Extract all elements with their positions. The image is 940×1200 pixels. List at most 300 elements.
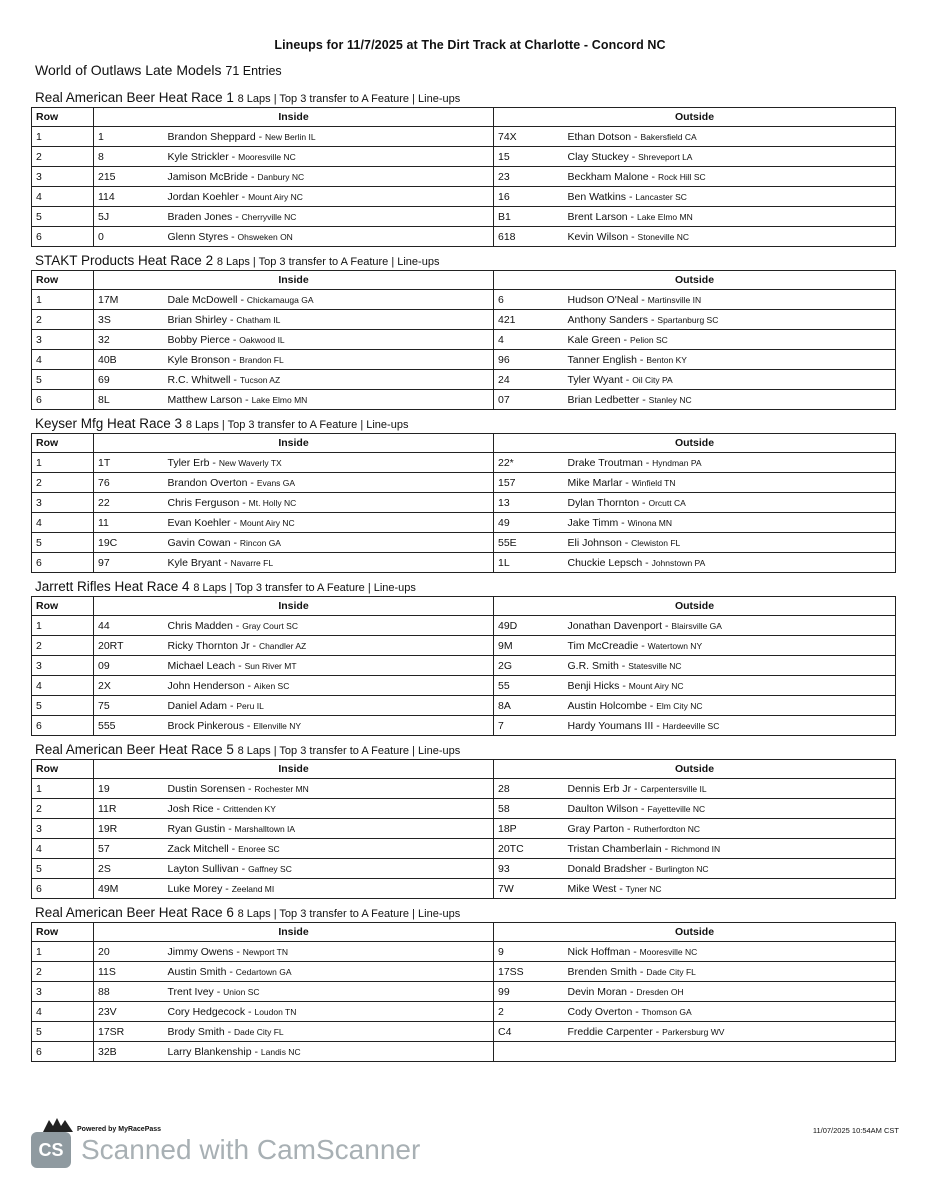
- out-driver-cell: G.R. Smith - Statesville NC: [564, 656, 896, 676]
- driver-name: Jonathan Davenport: [567, 619, 663, 632]
- table-row: [32, 167, 896, 187]
- driver-name: Chuckie Lepsch: [567, 556, 643, 569]
- row-number: 2: [32, 799, 94, 819]
- driver-name: Benji Hicks: [567, 679, 620, 692]
- outside-car-number: 20TC: [494, 839, 564, 859]
- driver-hometown: Orcutt CA: [648, 497, 686, 508]
- driver-hometown: Danbury NC: [257, 171, 305, 182]
- in-driver-cell: Michael Leach - Sun River MT: [164, 656, 494, 676]
- driver-hometown: Cherryville NC: [241, 211, 297, 222]
- outside-car-number: 7: [494, 716, 564, 736]
- in-driver-cell: Brock Pinkerous - Ellenville NY: [164, 716, 494, 736]
- row-number: 1: [32, 453, 94, 473]
- row-number: 3: [32, 656, 94, 676]
- outside-car-number: 49D: [494, 616, 564, 636]
- driver-name: Jake Timm: [567, 516, 619, 529]
- in-driver-cell: Trent Ivey - Union SC: [164, 982, 494, 1002]
- table-row: [32, 227, 896, 247]
- driver-hometown: Loudon TN: [254, 1006, 297, 1017]
- out-driver-cell: Gray Parton - Rutherfordton NC: [564, 819, 896, 839]
- in-driver-cell: Luke Morey - Zeeland MI: [164, 879, 494, 899]
- inside-column-header: Inside: [94, 271, 494, 290]
- heat-name: Keyser Mfg Heat Race 3: [35, 416, 183, 431]
- inside-car-number: 8: [94, 147, 164, 167]
- out-driver-cell: Brent Larson - Lake Elmo MN: [564, 207, 896, 227]
- driver-name: Hudson O'Neal: [567, 293, 639, 306]
- driver-name: Kale Green: [567, 333, 621, 346]
- row-number: 3: [32, 167, 94, 187]
- driver-hometown: Mount Airy NC: [628, 680, 684, 691]
- row-number: 5: [32, 533, 94, 553]
- driver-hometown: Hardeeville SC: [662, 720, 720, 731]
- row-number: 2: [32, 310, 94, 330]
- inside-car-number: 49M: [94, 879, 164, 899]
- outside-car-number: 24: [494, 370, 564, 390]
- row-number: 4: [32, 1002, 94, 1022]
- driver-hometown: Cedartown GA: [235, 966, 292, 977]
- driver-hometown: Lancaster SC: [635, 191, 687, 202]
- outside-car-number: 28: [494, 779, 564, 799]
- driver-hometown: Carpentersville IL: [640, 783, 707, 794]
- out-driver-cell: Brenden Smith - Dade City FL: [564, 962, 896, 982]
- lineup-sheet: [31, 0, 909, 1165]
- out-driver-cell: Mike Marlar - Winfield TN: [564, 473, 896, 493]
- out-driver-cell: Brian Ledbetter - Stanley NC: [564, 390, 896, 410]
- out-driver-cell: [564, 1042, 896, 1062]
- driver-name: Cory Hedgecock: [167, 1005, 246, 1018]
- outside-column-header: Outside: [494, 271, 896, 290]
- inside-car-number: 3S: [94, 310, 164, 330]
- inside-column-header: Inside: [94, 923, 494, 942]
- driver-name: Anthony Sanders: [567, 313, 649, 326]
- driver-name: Jimmy Owens: [167, 945, 234, 958]
- outside-car-number: 23: [494, 167, 564, 187]
- in-driver-cell: Ryan Gustin - Marshalltown IA: [164, 819, 494, 839]
- driver-hometown: Chandler AZ: [258, 640, 307, 651]
- in-driver-cell: Jimmy Owens - Newport TN: [164, 942, 494, 962]
- driver-name: Gray Parton: [567, 822, 625, 835]
- driver-name: Evan Koehler: [167, 516, 231, 529]
- heat-section: [31, 905, 909, 1062]
- row-number: 1: [32, 616, 94, 636]
- outside-car-number: 8A: [494, 696, 564, 716]
- heat-section: [31, 253, 909, 410]
- driver-hometown: Winona MN: [627, 517, 673, 528]
- driver-hometown: Stanley NC: [648, 394, 692, 405]
- driver-hometown: Oil City PA: [632, 374, 673, 385]
- driver-hometown: Bakersfield CA: [640, 131, 697, 142]
- driver-hometown: Tucson AZ: [239, 374, 281, 385]
- driver-name: Matthew Larson: [167, 393, 243, 406]
- camscanner-logo-icon: CS: [31, 1132, 71, 1168]
- driver-hometown: Burlington NC: [655, 863, 709, 874]
- row-number: 6: [32, 227, 94, 247]
- table-row: [32, 553, 896, 573]
- in-driver-cell: John Henderson - Aiken SC: [164, 676, 494, 696]
- out-driver-cell: Tanner English - Benton KY: [564, 350, 896, 370]
- heat-section: [31, 579, 909, 736]
- driver-hometown: Mount Airy NC: [248, 191, 303, 202]
- driver-name: Zack Mitchell: [167, 842, 229, 855]
- table-header-row: [32, 271, 896, 290]
- in-driver-cell: Austin Smith - Cedartown GA: [164, 962, 494, 982]
- heat-meta: 8 Laps | Top 3 transfer to A Feature | Line-ups: [216, 256, 440, 268]
- table-row: [32, 696, 896, 716]
- table-row: [32, 290, 896, 310]
- in-driver-cell: Tyler Erb - New Waverly TX: [164, 453, 494, 473]
- footer: [31, 1112, 909, 1172]
- row-column-header: Row: [32, 271, 94, 290]
- lineup-table: [31, 107, 896, 247]
- row-column-header: Row: [32, 760, 94, 779]
- row-number: 3: [32, 819, 94, 839]
- row-number: 5: [32, 1022, 94, 1042]
- inside-car-number: 40B: [94, 350, 164, 370]
- driver-name: Mike Marlar: [567, 476, 623, 489]
- out-driver-cell: Kevin Wilson - Stoneville NC: [564, 227, 896, 247]
- outside-car-number: 2: [494, 1002, 564, 1022]
- driver-hometown: Blairsville GA: [671, 620, 722, 631]
- driver-hometown: Watertown NY: [647, 640, 703, 651]
- out-driver-cell: Benji Hicks - Mount Airy NC: [564, 676, 896, 696]
- driver-name: Trent Ivey: [167, 985, 214, 998]
- out-driver-cell: Clay Stuckey - Shreveport LA: [564, 147, 896, 167]
- heat-section: [31, 742, 909, 899]
- driver-name: Brandon Overton: [167, 476, 248, 489]
- lineup-table: [31, 270, 896, 410]
- driver-name: G.R. Smith: [567, 659, 619, 672]
- out-driver-cell: Ethan Dotson - Bakersfield CA: [564, 127, 896, 147]
- table-row: [32, 513, 896, 533]
- in-driver-cell: Chris Ferguson - Mt. Holly NC: [164, 493, 494, 513]
- row-number: 5: [32, 207, 94, 227]
- row-number: 5: [32, 696, 94, 716]
- driver-hometown: Stoneville NC: [637, 231, 690, 242]
- driver-hometown: Elm City NC: [656, 700, 703, 711]
- heat-title: [35, 253, 909, 268]
- driver-name: Michael Leach: [167, 659, 236, 672]
- inside-car-number: 69: [94, 370, 164, 390]
- driver-name: Dylan Thornton: [567, 496, 640, 509]
- inside-car-number: 23V: [94, 1002, 164, 1022]
- driver-name: Ethan Dotson: [567, 130, 632, 143]
- outside-car-number: 1L: [494, 553, 564, 573]
- table-row: [32, 656, 896, 676]
- driver-hometown: Rock Hill SC: [657, 171, 706, 182]
- driver-hometown: Mount Airy NC: [239, 517, 295, 528]
- heat-name: Real American Beer Heat Race 6: [35, 905, 234, 920]
- inside-column-header: Inside: [94, 760, 494, 779]
- driver-name: Clay Stuckey: [567, 150, 629, 163]
- table-row: [32, 942, 896, 962]
- driver-name: Kyle Strickler: [167, 150, 229, 163]
- driver-hometown: Ellenville NY: [253, 720, 302, 731]
- in-driver-cell: Daniel Adam - Peru IL: [164, 696, 494, 716]
- out-driver-cell: Anthony Sanders - Spartanburg SC: [564, 310, 896, 330]
- driver-name: Kyle Bryant: [167, 556, 222, 569]
- outside-column-header: Outside: [494, 434, 896, 453]
- driver-name: Daulton Wilson: [567, 802, 639, 815]
- driver-hometown: New Waverly TX: [218, 457, 282, 468]
- table-row: [32, 350, 896, 370]
- driver-hometown: Dresden OH: [636, 986, 684, 997]
- driver-hometown: Fayetteville NC: [647, 803, 706, 814]
- heat-name: Real American Beer Heat Race 5: [35, 742, 234, 757]
- driver-name: Chris Ferguson: [167, 496, 240, 509]
- in-driver-cell: Bobby Pierce - Oakwood IL: [164, 330, 494, 350]
- driver-name: Cody Overton: [567, 1005, 633, 1018]
- outside-car-number: 6: [494, 290, 564, 310]
- driver-name: Gavin Cowan: [167, 536, 231, 549]
- table-row: [32, 1002, 896, 1022]
- outside-car-number: 07: [494, 390, 564, 410]
- out-driver-cell: Austin Holcombe - Elm City NC: [564, 696, 896, 716]
- row-column-header: Row: [32, 597, 94, 616]
- driver-hometown: Chickamauga GA: [246, 294, 314, 305]
- outside-car-number: 58: [494, 799, 564, 819]
- lineup-table: [31, 596, 896, 736]
- driver-hometown: Shreveport LA: [638, 151, 693, 162]
- outside-car-number: 618: [494, 227, 564, 247]
- outside-car-number: 7W: [494, 879, 564, 899]
- row-number: 6: [32, 1042, 94, 1062]
- row-number: 1: [32, 127, 94, 147]
- table-row: [32, 390, 896, 410]
- out-driver-cell: Mike West - Tyner NC: [564, 879, 896, 899]
- outside-car-number: 2G: [494, 656, 564, 676]
- document-title: Lineups for 11/7/2025 at The Dirt Track at Charlotte - Concord NC: [274, 38, 666, 52]
- out-driver-cell: Ben Watkins - Lancaster SC: [564, 187, 896, 207]
- heat-meta: 8 Laps | Top 3 transfer to A Feature | Line-ups: [237, 745, 461, 757]
- heat-title: [35, 579, 909, 594]
- table-row: [32, 207, 896, 227]
- driver-hometown: Gray Court SC: [242, 620, 298, 631]
- outside-car-number: 15: [494, 147, 564, 167]
- inside-car-number: 32: [94, 330, 164, 350]
- driver-hometown: Oakwood IL: [239, 334, 285, 345]
- outside-car-number: [494, 1042, 564, 1062]
- driver-name: Daniel Adam: [167, 699, 228, 712]
- inside-car-number: 44: [94, 616, 164, 636]
- heat-section: [31, 90, 909, 247]
- out-driver-cell: Freddie Carpenter - Parkersburg WV: [564, 1022, 896, 1042]
- inside-car-number: 76: [94, 473, 164, 493]
- row-number: 5: [32, 370, 94, 390]
- driver-name: Beckham Malone: [567, 170, 649, 183]
- row-number: 1: [32, 779, 94, 799]
- row-number: 4: [32, 350, 94, 370]
- out-driver-cell: Chuckie Lepsch - Johnstown PA: [564, 553, 896, 573]
- out-driver-cell: Beckham Malone - Rock Hill SC: [564, 167, 896, 187]
- driver-hometown: Zeeland MI: [231, 883, 275, 894]
- table-row: [32, 799, 896, 819]
- table-row: [32, 1042, 896, 1062]
- heat-name: Real American Beer Heat Race 1: [35, 90, 234, 105]
- inside-car-number: 555: [94, 716, 164, 736]
- driver-name: Tyler Wyant: [567, 373, 623, 386]
- out-driver-cell: Cody Overton - Thomson GA: [564, 1002, 896, 1022]
- in-driver-cell: Josh Rice - Crittenden KY: [164, 799, 494, 819]
- table-header-row: [32, 597, 896, 616]
- powered-by: Powered by MyRacePass: [77, 1126, 162, 1133]
- inside-car-number: 19R: [94, 819, 164, 839]
- driver-name: Kyle Bronson: [167, 353, 230, 366]
- inside-column-header: Inside: [94, 597, 494, 616]
- driver-hometown: Mooresville NC: [639, 946, 698, 957]
- table-row: [32, 859, 896, 879]
- in-driver-cell: Dustin Sorensen - Rochester MN: [164, 779, 494, 799]
- driver-hometown: Spartanburg SC: [657, 314, 719, 325]
- inside-car-number: 75: [94, 696, 164, 716]
- out-driver-cell: Hudson O'Neal - Martinsville IN: [564, 290, 896, 310]
- out-driver-cell: Kale Green - Pelion SC: [564, 330, 896, 350]
- in-driver-cell: Braden Jones - Cherryville NC: [164, 207, 494, 227]
- row-number: 2: [32, 636, 94, 656]
- driver-name: Nick Hoffman: [567, 945, 631, 958]
- driver-name: Jamison McBride: [167, 170, 249, 183]
- table-row: [32, 616, 896, 636]
- driver-name: Drake Troutman: [567, 456, 643, 469]
- driver-hometown: Parkersburg WV: [662, 1026, 725, 1037]
- out-driver-cell: Daulton Wilson - Fayetteville NC: [564, 799, 896, 819]
- row-number: 6: [32, 553, 94, 573]
- outside-car-number: 74X: [494, 127, 564, 147]
- in-driver-cell: Brandon Sheppard - New Berlin IL: [164, 127, 494, 147]
- driver-name: Brian Shirley: [167, 313, 228, 326]
- driver-hometown: Dade City FL: [646, 966, 696, 977]
- heat-meta: 8 Laps | Top 3 transfer to A Feature | Line-ups: [237, 93, 461, 105]
- driver-hometown: Peru IL: [236, 700, 264, 711]
- entries-count: 71 Entries: [225, 64, 282, 78]
- outside-car-number: 16: [494, 187, 564, 207]
- outside-car-number: 99: [494, 982, 564, 1002]
- driver-hometown: Crittenden KY: [222, 803, 276, 814]
- driver-name: Eli Johnson: [567, 536, 622, 549]
- table-row: [32, 982, 896, 1002]
- row-column-header: Row: [32, 923, 94, 942]
- driver-name: Donald Bradsher: [567, 862, 647, 875]
- print-timestamp: 11/07/2025 10:54AM CST: [812, 1126, 899, 1135]
- outside-car-number: 17SS: [494, 962, 564, 982]
- in-driver-cell: Chris Madden - Gray Court SC: [164, 616, 494, 636]
- driver-hometown: Lake Elmo MN: [251, 394, 308, 405]
- outside-car-number: C4: [494, 1022, 564, 1042]
- out-driver-cell: Tristan Chamberlain - Richmond IN: [564, 839, 896, 859]
- row-column-header: Row: [32, 434, 94, 453]
- driver-hometown: Marshalltown IA: [234, 823, 296, 834]
- driver-hometown: Chatham IL: [236, 314, 281, 325]
- outside-car-number: 4: [494, 330, 564, 350]
- driver-hometown: Johnstown PA: [651, 557, 706, 568]
- driver-name: Brandon Sheppard: [167, 130, 256, 143]
- table-header-row: [32, 108, 896, 127]
- in-driver-cell: Jordan Koehler - Mount Airy NC: [164, 187, 494, 207]
- heat-title: [35, 742, 909, 757]
- out-driver-cell: Tyler Wyant - Oil City PA: [564, 370, 896, 390]
- out-driver-cell: Dylan Thornton - Orcutt CA: [564, 493, 896, 513]
- in-driver-cell: Cory Hedgecock - Loudon TN: [164, 1002, 494, 1022]
- inside-car-number: 11: [94, 513, 164, 533]
- lineup-table: [31, 759, 896, 899]
- driver-hometown: Mt. Holly NC: [248, 497, 297, 508]
- driver-name: Dale McDowell: [167, 293, 238, 306]
- driver-name: Ricky Thornton Jr: [167, 639, 250, 652]
- driver-hometown: Landis NC: [260, 1046, 301, 1057]
- inside-car-number: 97: [94, 553, 164, 573]
- outside-car-number: 18P: [494, 819, 564, 839]
- driver-name: Josh Rice: [167, 802, 214, 815]
- lineup-table: [31, 433, 896, 573]
- driver-name: Tanner English: [567, 353, 637, 366]
- in-driver-cell: Evan Koehler - Mount Airy NC: [164, 513, 494, 533]
- table-row: [32, 187, 896, 207]
- table-header-row: [32, 923, 896, 942]
- driver-name: Dennis Erb Jr: [567, 782, 632, 795]
- class-heading: [35, 62, 909, 78]
- in-driver-cell: Layton Sullivan - Gaffney SC: [164, 859, 494, 879]
- table-row: [32, 819, 896, 839]
- driver-hometown: Winfield TN: [631, 477, 676, 488]
- heat-name: STAKT Products Heat Race 2: [35, 253, 214, 268]
- row-number: 6: [32, 879, 94, 899]
- driver-name: Jordan Koehler: [167, 190, 239, 203]
- inside-car-number: 2X: [94, 676, 164, 696]
- outside-car-number: 9: [494, 942, 564, 962]
- lineup-table: [31, 922, 896, 1062]
- in-driver-cell: Kyle Strickler - Mooresville NC: [164, 147, 494, 167]
- inside-car-number: 32B: [94, 1042, 164, 1062]
- table-row: [32, 127, 896, 147]
- outside-car-number: 96: [494, 350, 564, 370]
- table-row: [32, 636, 896, 656]
- driver-hometown: Hyndman PA: [652, 457, 702, 468]
- driver-hometown: Clewiston FL: [631, 537, 681, 548]
- outside-car-number: 13: [494, 493, 564, 513]
- inside-car-number: 215: [94, 167, 164, 187]
- out-driver-cell: Donald Bradsher - Burlington NC: [564, 859, 896, 879]
- driver-name: Brian Ledbetter: [567, 393, 640, 406]
- driver-name: Brenden Smith: [567, 965, 637, 978]
- row-column-header: Row: [32, 108, 94, 127]
- heat-section: [31, 416, 909, 573]
- driver-hometown: Gaffney SC: [248, 863, 292, 874]
- in-driver-cell: Brian Shirley - Chatham IL: [164, 310, 494, 330]
- in-driver-cell: Matthew Larson - Lake Elmo MN: [164, 390, 494, 410]
- in-driver-cell: Ricky Thornton Jr - Chandler AZ: [164, 636, 494, 656]
- in-driver-cell: Larry Blankenship - Landis NC: [164, 1042, 494, 1062]
- inside-column-header: Inside: [94, 434, 494, 453]
- in-driver-cell: Jamison McBride - Danbury NC: [164, 167, 494, 187]
- driver-hometown: Sun River MT: [244, 660, 297, 671]
- outside-column-header: Outside: [494, 923, 896, 942]
- driver-hometown: Richmond IN: [671, 843, 721, 854]
- outside-car-number: 22*: [494, 453, 564, 473]
- table-row: [32, 879, 896, 899]
- outside-car-number: 55E: [494, 533, 564, 553]
- table-header-row: [32, 434, 896, 453]
- row-number: 4: [32, 676, 94, 696]
- inside-car-number: 0: [94, 227, 164, 247]
- heat-title: [35, 416, 909, 431]
- row-number: 1: [32, 290, 94, 310]
- class-name: World of Outlaws Late Models: [35, 62, 222, 78]
- in-driver-cell: R.C. Whitwell - Tucson AZ: [164, 370, 494, 390]
- heat-meta: 8 Laps | Top 3 transfer to A Feature | Line-ups: [185, 419, 409, 431]
- table-row: [32, 716, 896, 736]
- row-number: 1: [32, 942, 94, 962]
- table-row: [32, 676, 896, 696]
- inside-car-number: 57: [94, 839, 164, 859]
